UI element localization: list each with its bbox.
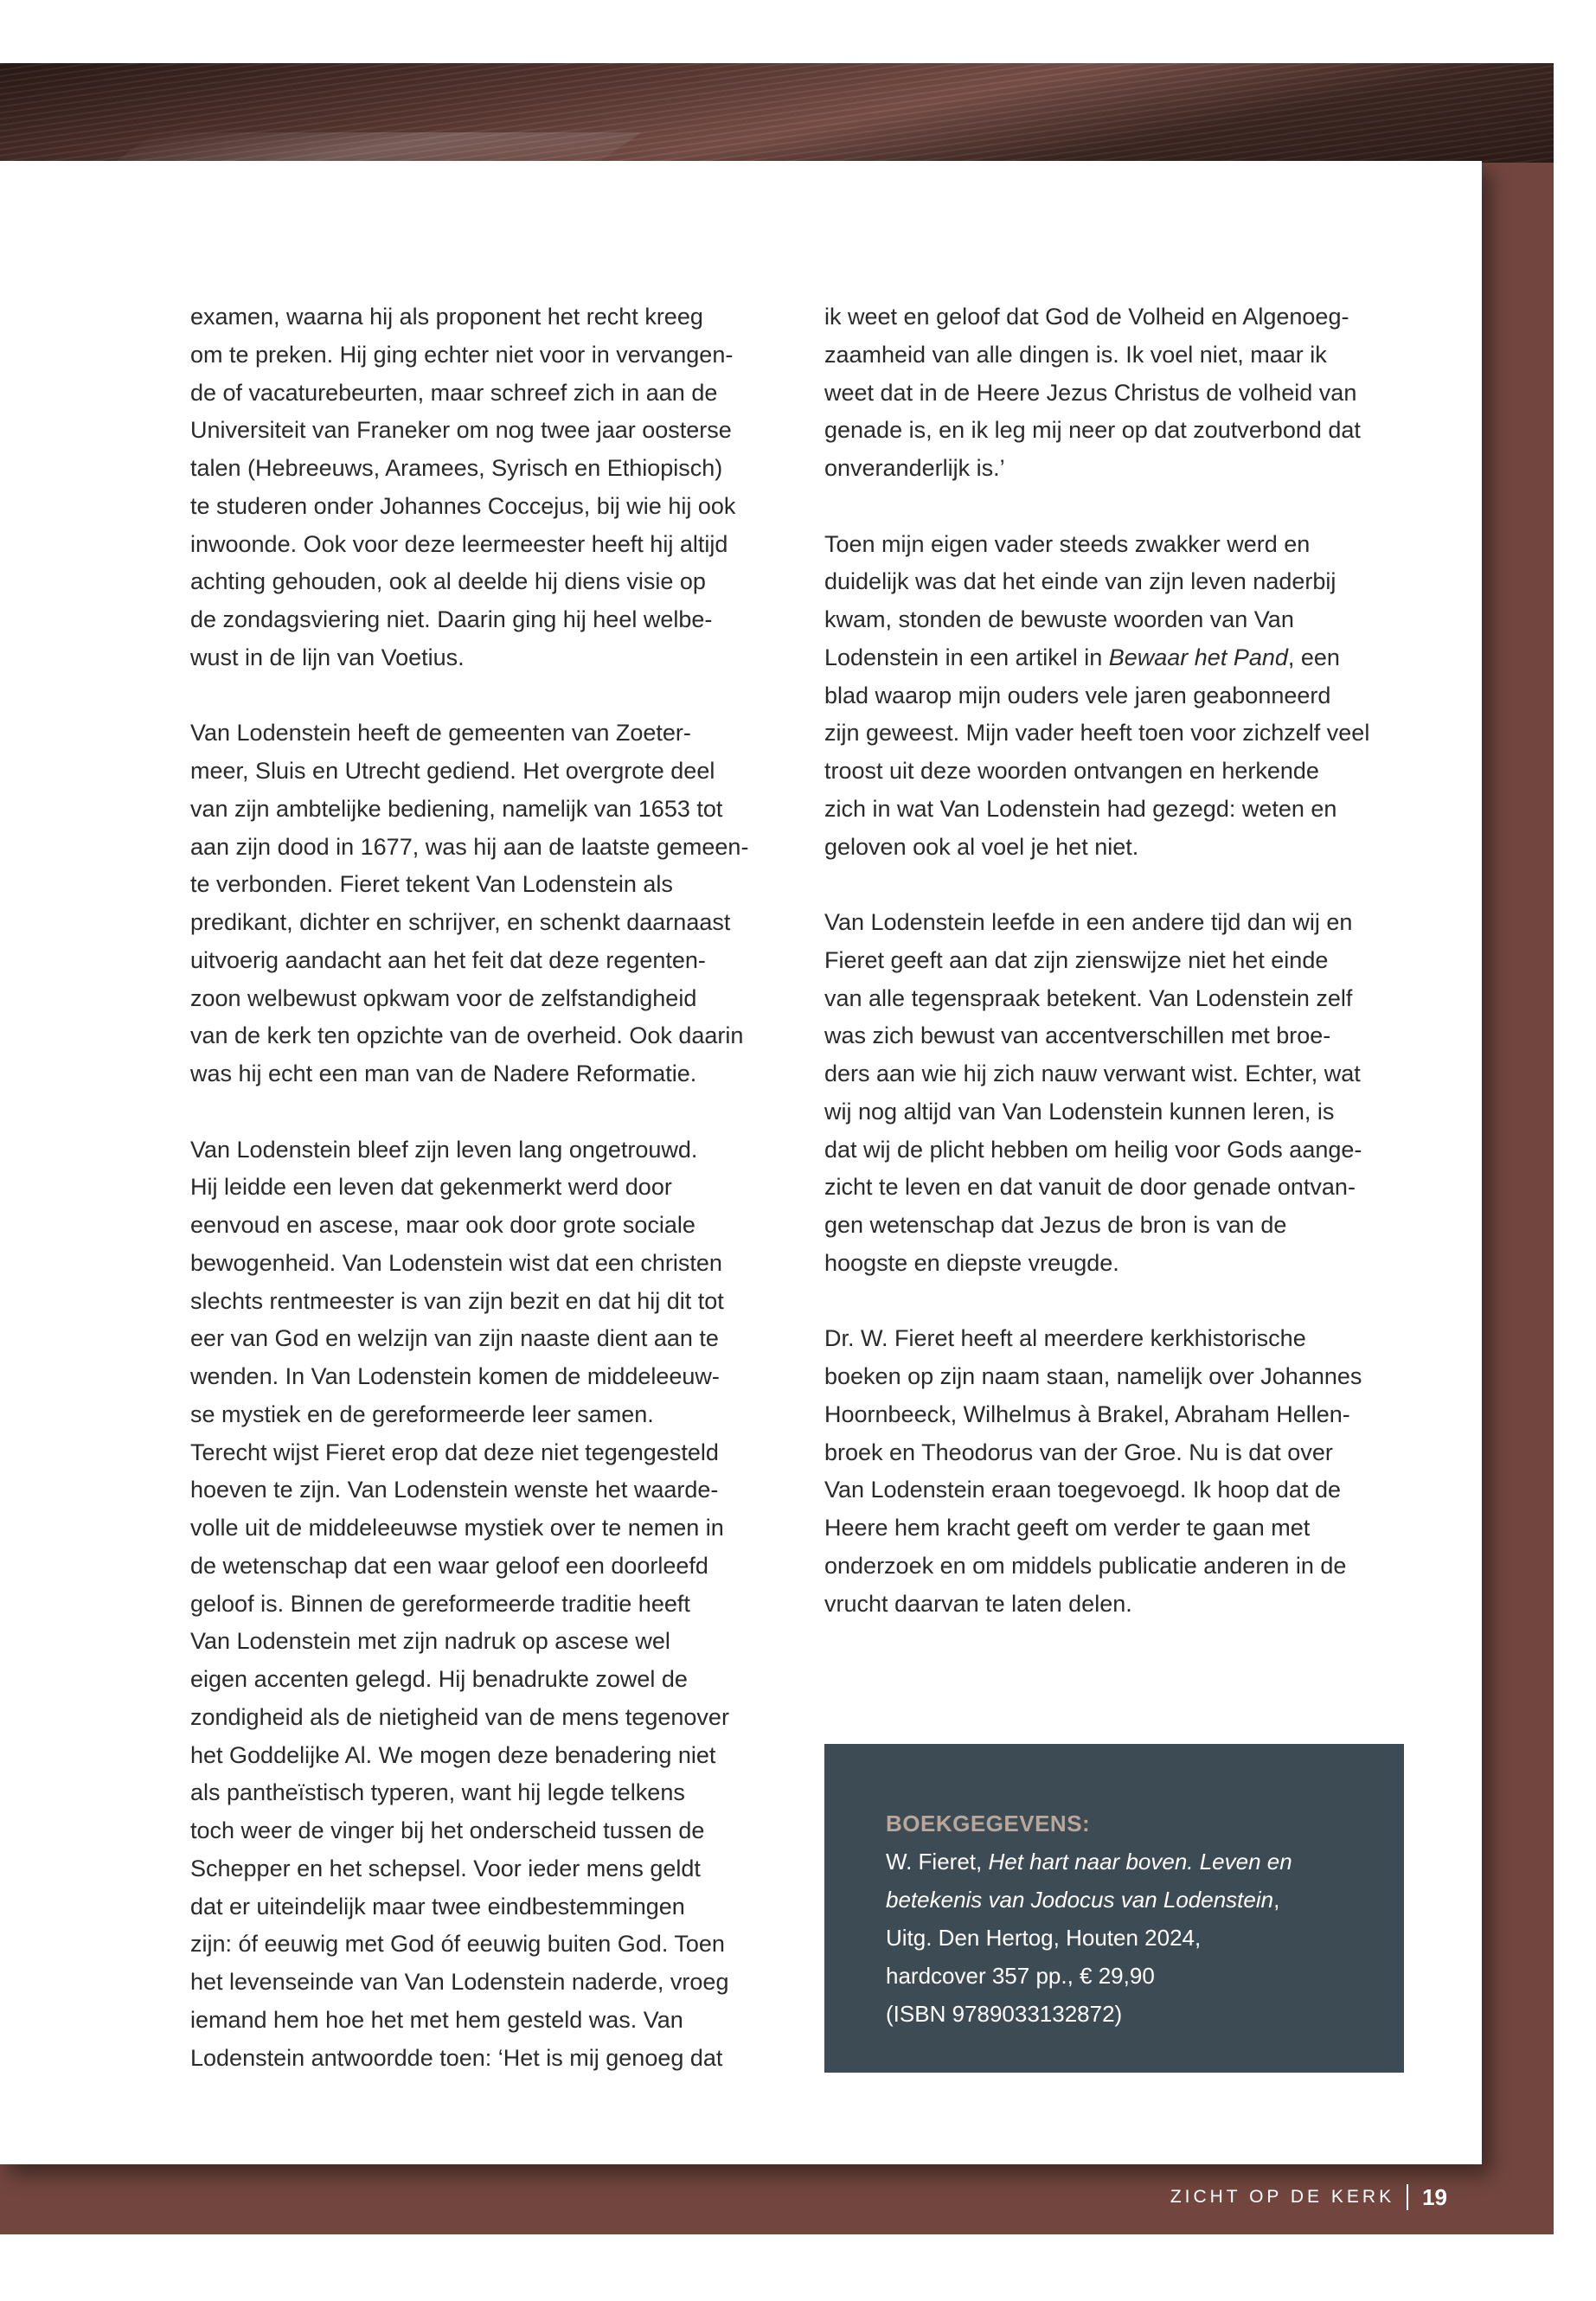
text-line: genade is, en ik leg mij neer op dat zoutverbond dat [824, 417, 1361, 444]
text-line: predikant, dichter en schrijver, en schenkt daarnaast [190, 909, 731, 935]
text-run: , een [1287, 644, 1340, 670]
text-line: te verbonden. Fieret tekent Van Lodenstein als [190, 871, 673, 898]
text-line: Toen mijn eigen vader steeds zwakker werd en [824, 530, 1311, 557]
paragraph [824, 904, 1421, 1283]
text-line: de zondagsviering niet. Daarin ging hij heel welbe- [190, 606, 713, 632]
text-line: zijn: óf eeuwig met God óf eeuwig buiten God. Toen [190, 1931, 725, 1958]
text-line: dat wij de plicht hebben om heilig voor Gods aange- [824, 1136, 1362, 1163]
text-line: Universiteit van Franeker om nog twee jaar oosterse [190, 417, 732, 444]
text-line: se mystiek en de gereformeerde leer samen. [190, 1400, 654, 1427]
text-line: duidelijk was dat het einde van zijn leven naderbij [824, 568, 1336, 595]
book-title-continued [886, 1881, 1369, 1919]
text-line: bewogenheid. Van Lodenstein wist dat een christen [190, 1249, 722, 1276]
book-author: W. Fieret, [886, 1849, 989, 1875]
text-line: wenden. In Van Lodenstein komen de middeleeuw- [190, 1363, 720, 1389]
book-author-title [886, 1843, 1369, 1881]
text-line: volle uit de middeleeuwse mystiek over te nemen in [190, 1515, 724, 1541]
text-line: slechts rentmeester is van zijn bezit en dat hij dit tot [190, 1287, 724, 1314]
text-line: weet dat in de Heere Jezus Christus de volheid van [824, 379, 1357, 406]
text-line: zondigheid als de nietigheid van de mens tegenover [190, 1703, 729, 1730]
paragraph [190, 1131, 779, 2078]
text-line: broek en Theodorus van der Groe. Nu is dat over [824, 1439, 1333, 1465]
text-line: hoogste en diepste vreugde. [824, 1249, 1119, 1276]
text-line: meer, Sluis en Utrecht gediend. Het overgrote deel [190, 758, 715, 784]
text-line: wij nog altijd van Van Lodenstein kunnen leren, is [824, 1098, 1335, 1125]
text-run: Lodenstein in een artikel in [824, 644, 1109, 670]
text-line: aan zijn dood in 1677, was hij aan de laatste gemeen- [190, 833, 749, 860]
text-line: Van Lodenstein bleef zijn leven lang ongetrouwd. [190, 1136, 698, 1163]
punctuation: , [1273, 1887, 1280, 1913]
book-isbn: (ISBN 9789033132872) [886, 2001, 1123, 2027]
book-title: betekenis van Jodocus van Lodenstein [886, 1887, 1274, 1913]
text-line: van zijn ambtelijke bediening, namelijk van 1653 tot [190, 795, 723, 822]
text-line [824, 639, 1421, 677]
book-title: Het hart naar boven. Leven en [988, 1849, 1292, 1875]
book-info-heading: BOEKGEGEVENS: [886, 1811, 1091, 1836]
periodical-title: Bewaar het Pand [1108, 644, 1288, 670]
text-line: het Goddelijke Al. We mogen deze benadering niet [190, 1741, 716, 1768]
text-line: achting gehouden, ook al deelde hij diens visie op [190, 568, 706, 595]
text-line: examen, waarna hij als proponent het recht kreeg [190, 304, 703, 330]
text-line: om te preken. Hij ging echter niet voor in vervangen- [190, 341, 734, 368]
text-line: als pantheïstisch typeren, want hij legde telkens [190, 1779, 685, 1806]
text-line: Fieret geeft aan dat zijn zienswijze niet het einde [824, 946, 1329, 973]
text-line: boeken op zijn naam staan, namelijk over Johannes [824, 1363, 1362, 1389]
paragraph-lines [824, 526, 1421, 639]
paragraph [190, 715, 779, 1093]
text-line: hoeven te zijn. Van Lodenstein wenste het waarde- [190, 1477, 719, 1503]
paragraph [824, 526, 1421, 867]
text-line: zoon welbewust opkwam voor de zelfstandigheid [190, 984, 697, 1011]
text-line: eer van God en welzijn van zijn naaste dient aan te [190, 1325, 719, 1352]
text-line: ders aan wie hij zich nauw verwant wist. Echter, wat [824, 1061, 1361, 1086]
text-line: Van Lodenstein met zijn nadruk op ascese wel [190, 1628, 670, 1655]
text-line: de wetenschap dat een waar geloof een doorleefd [190, 1552, 708, 1579]
text-line: was hij echt een man van de Nadere Reformatie. [190, 1061, 697, 1086]
text-line: Hij leidde een leven dat gekenmerkt werd door [190, 1174, 672, 1201]
book-info-box [824, 1744, 1404, 2073]
text-line: vrucht daarvan te laten delen. [824, 1590, 1132, 1617]
text-line: Dr. W. Fieret heeft al meerdere kerkhistorische [824, 1325, 1306, 1352]
book-format-price: hardcover 357 pp., € 29,90 [886, 1963, 1155, 1989]
text-line: de of vacaturebeurten, maar schreef zich in aan de [190, 379, 718, 406]
text-line: geloven ook al voel je het niet. [824, 833, 1139, 860]
footer-divider [1407, 2184, 1408, 2210]
paragraph [824, 298, 1421, 488]
text-line: zijn geweest. Mijn vader heeft toen voor zichzelf veel [824, 720, 1370, 747]
text-line: toch weer de vinger bij het onderscheid tussen de [190, 1817, 705, 1843]
text-line: onveranderlijk is.’ [824, 455, 1005, 481]
text-line: blad waarop mijn ouders vele jaren geabonneerd [824, 682, 1331, 708]
text-line: het levenseinde van Van Lodenstein naderde, vroeg [190, 1969, 729, 1995]
text-line: inwoonde. Ook voor deze leermeester heeft hij altijd [190, 530, 728, 557]
text-line: kwam, stonden de bewuste woorden van Van [824, 606, 1294, 632]
text-line: iemand hem hoe het met hem gesteld was. Van [190, 2006, 683, 2033]
text-line: Hoornbeeck, Wilhelmus à Brakel, Abraham Hellen- [824, 1400, 1350, 1427]
text-line: zaamheid van alle dingen is. Ik voel niet, maar ik [824, 341, 1327, 368]
text-line: te studeren onder Johannes Coccejus, bij wie hij ook [190, 492, 736, 519]
text-line: wust in de lijn van Voetius. [190, 644, 465, 670]
text-line: was zich bewust van accentverschillen met broe- [824, 1022, 1331, 1049]
text-line: Lodenstein antwoordde toen: ‘Het is mij genoeg dat [190, 2044, 723, 2071]
text-line: eenvoud en ascese, maar ook door grote sociale [190, 1212, 695, 1238]
text-line: van de kerk ten opzichte van de overheid. Ook daarin [190, 1022, 744, 1049]
book-publisher: Uitg. Den Hertog, Houten 2024, [886, 1925, 1202, 1951]
text-line: geloof is. Binnen de gereformeerde traditie heeft [190, 1590, 690, 1617]
text-line: Van Lodenstein heeft de gemeenten van Zoeter- [190, 720, 691, 747]
text-line: onderzoek en om middels publicatie anderen in de [824, 1552, 1347, 1579]
text-line: uitvoerig aandacht aan het feit dat deze regenten- [190, 946, 706, 973]
page-number: 19 [1422, 2183, 1447, 2210]
left-column [190, 298, 779, 2077]
text-line: zich in wat Van Lodenstein had gezegd: weten en [824, 795, 1337, 822]
text-line: eigen accenten gelegd. Hij benadrukte zowel de [190, 1666, 688, 1692]
text-line: Schepper en het schepsel. Voor ieder mens geldt [190, 1855, 701, 1881]
text-line: van alle tegenspraak betekent. Van Lodenstein zelf [824, 984, 1353, 1011]
text-line: troost uit deze woorden ontvangen en herkende [824, 758, 1319, 784]
paragraph [824, 1320, 1421, 1623]
text-line: Heere hem kracht geeft om verder te gaan met [824, 1515, 1311, 1541]
text-line: gen wetenschap dat Jezus de bron is van de [824, 1212, 1287, 1238]
paragraph [190, 298, 779, 677]
paragraph-lines [824, 677, 1421, 867]
text-line: Van Lodenstein leefde in een andere tijd dan wij en [824, 909, 1353, 935]
text-line: ik weet en geloof dat God de Volheid en Algenoeg- [824, 304, 1349, 330]
text-line: talen (Hebreeuws, Aramees, Syrisch en Ethiopisch) [190, 455, 723, 481]
text-line: dat er uiteindelijk maar twee eindbestemmingen [190, 1893, 685, 1920]
right-column [824, 298, 1421, 1623]
wood-texture-header [0, 63, 1554, 163]
text-line: zicht te leven en dat vanuit de door genade ontvan- [824, 1174, 1356, 1201]
text-line: Van Lodenstein eraan toegevoegd. Ik hoop dat de [824, 1477, 1341, 1503]
page-footer [1170, 2178, 1447, 2216]
text-line: Terecht wijst Fieret erop dat deze niet tegengesteld [190, 1439, 719, 1465]
magazine-name: ZICHT OP DE KERK [1170, 2187, 1395, 2207]
